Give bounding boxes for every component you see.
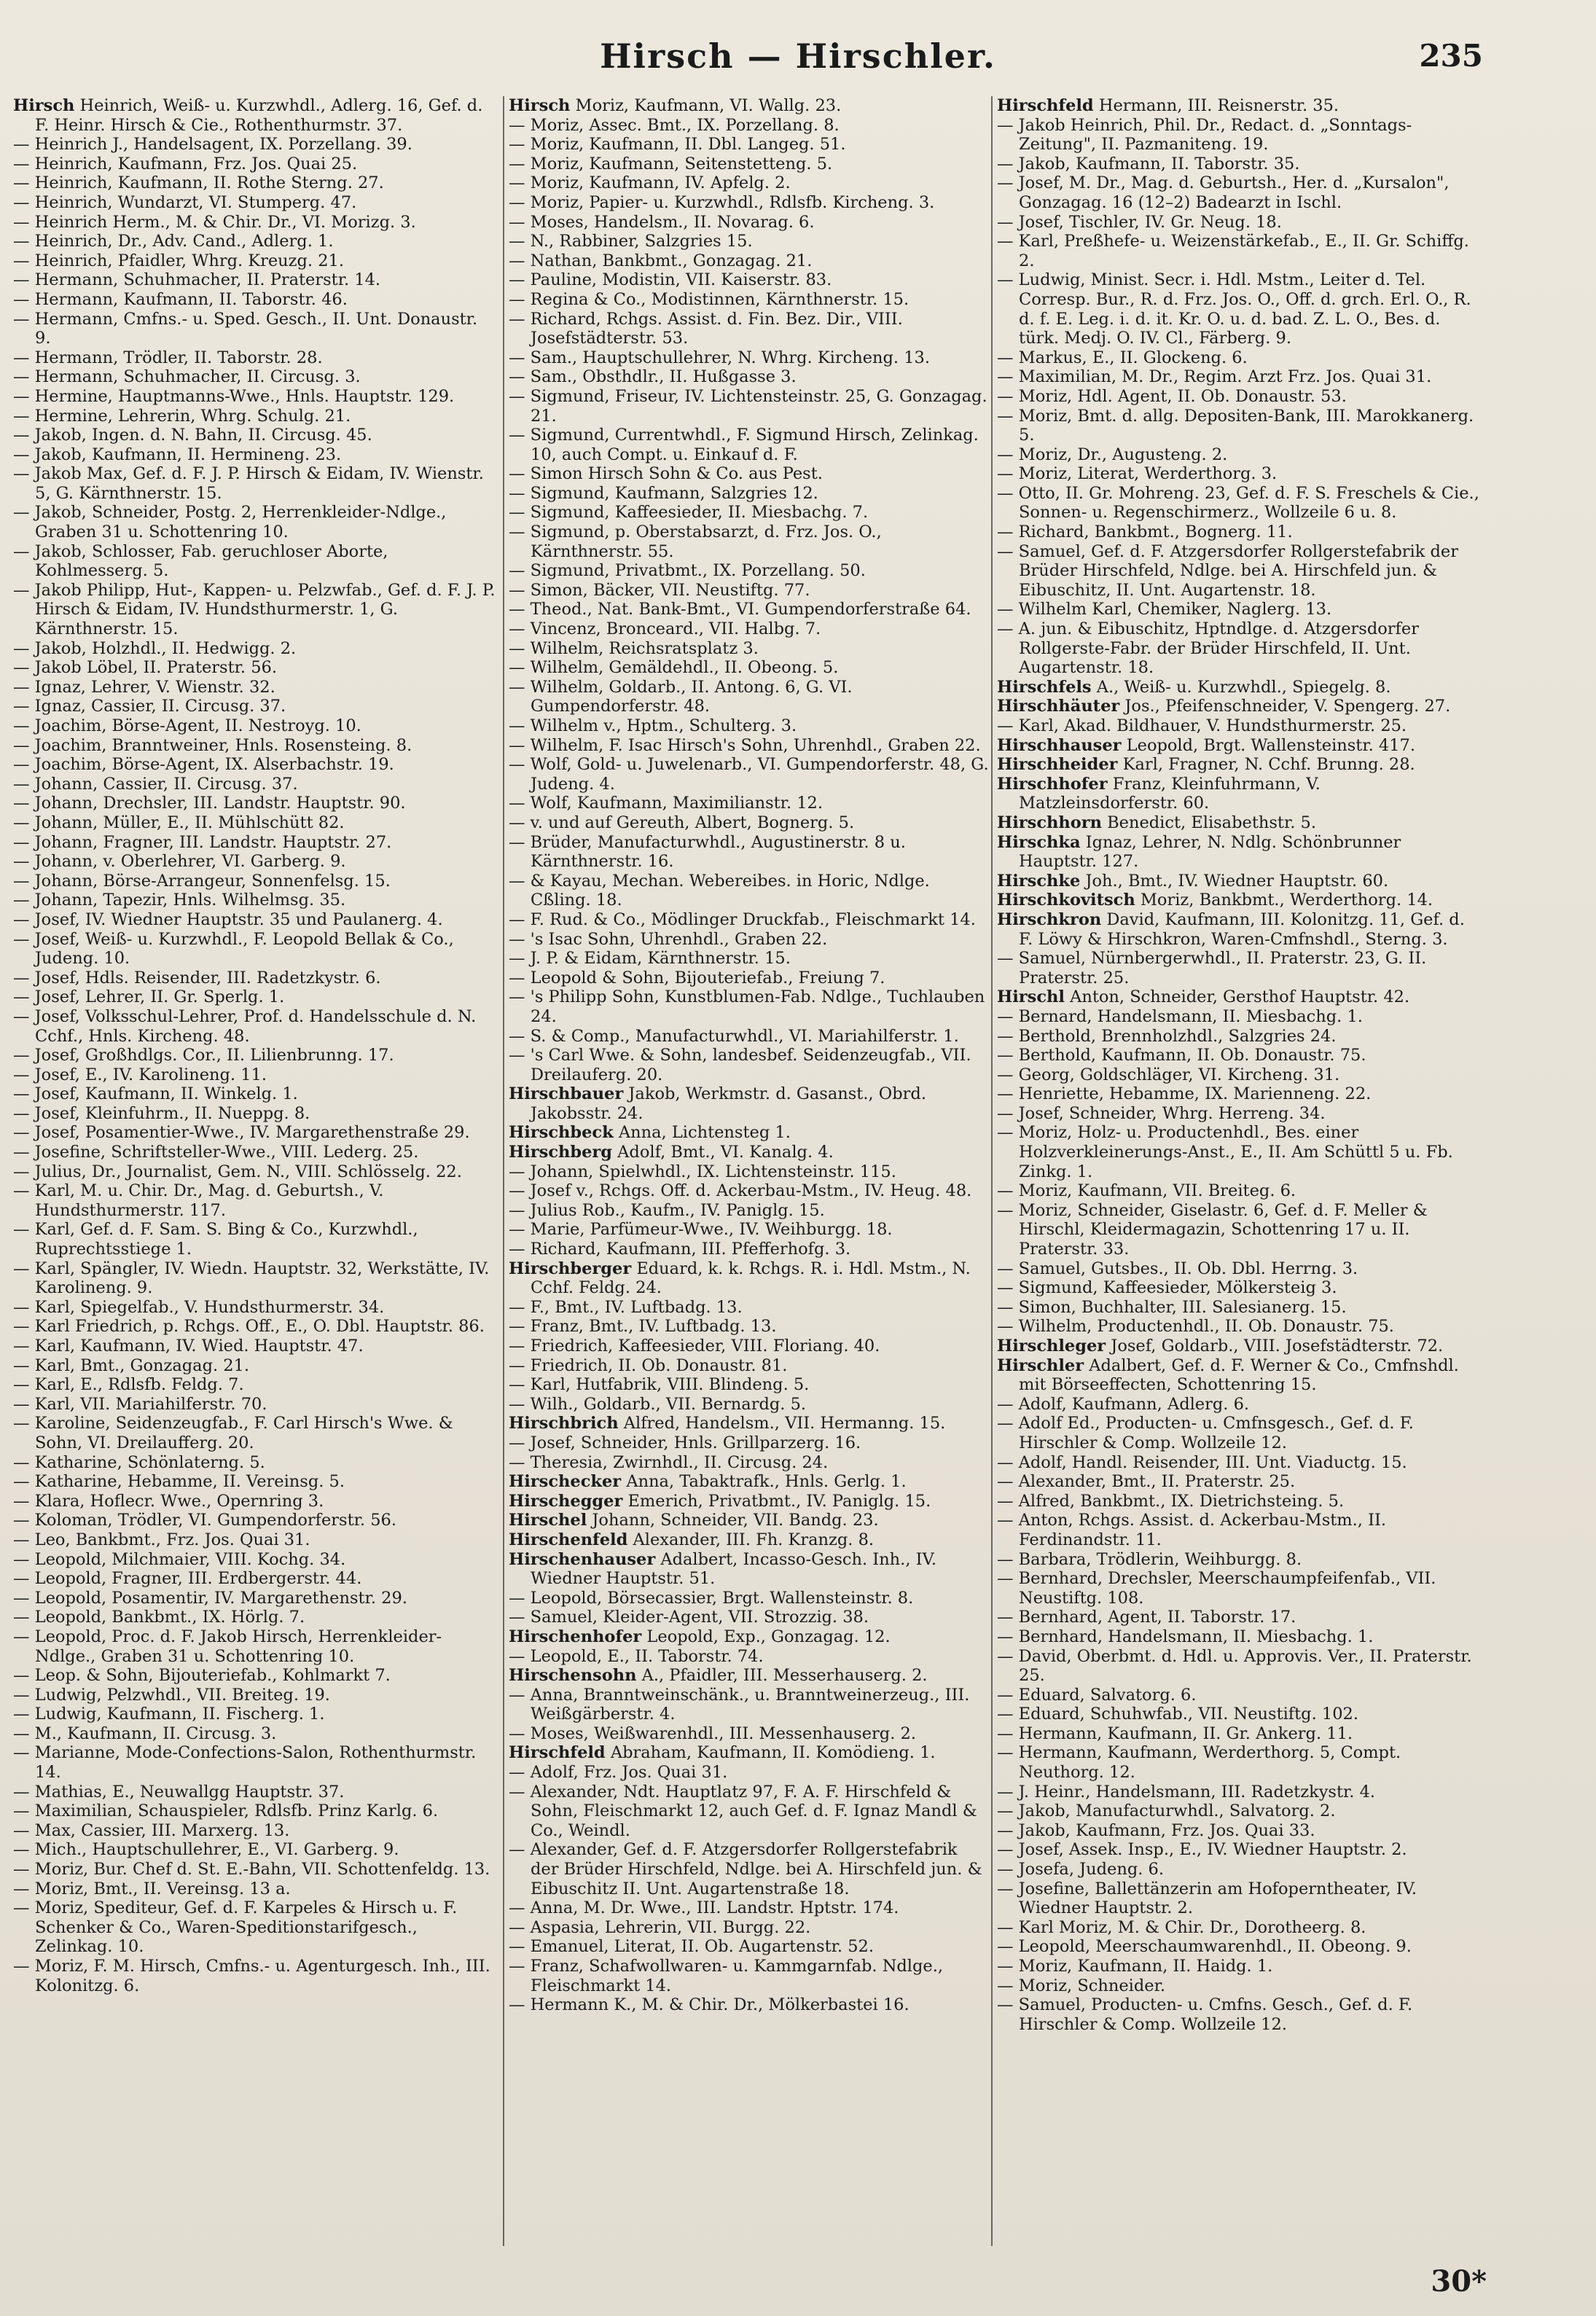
- directory-entry: — Marianne, Mode-Confections-Salon, Rothenthurmstr. 14.: [13, 1743, 477, 1783]
- directory-entry: — Karl, Bmt., Gonzagag. 21.: [13, 1355, 250, 1375]
- directory-entry: — Bernhard, Handelsmann, II. Miesbachg. 1.: [997, 1627, 1374, 1646]
- directory-entry: — Leo, Bankbmt., Frz. Jos. Quai 31.: [13, 1530, 310, 1549]
- directory-entry: — Johann, Müller, E., II. Mühlschütt 82.: [13, 813, 345, 832]
- directory-entry: — Koloman, Trödler, VI. Gumpendorferstr. 56.: [13, 1511, 397, 1530]
- directory-entry: — Josef, Schneider, Hnls. Grillparzerg. 16.: [509, 1433, 861, 1452]
- directory-entry: — Leopold, E., II. Taborstr. 74.: [509, 1646, 764, 1666]
- directory-entry: — Heinrich J., Handelsagent, IX. Porzellang. 39.: [13, 135, 412, 154]
- directory-entry: Hirschecker Anna, Tabaktrafk., Hnls. Gerlg. 1.: [509, 1472, 907, 1492]
- directory-entry: — Berthold, Brennholzhdl., Salzgries 24.: [997, 1026, 1337, 1046]
- directory-entry: — Jakob, Ingen. d. N. Bahn, II. Circusg. 45.: [13, 426, 372, 445]
- directory-entry: — Klara, Hoflecr. Wwe., Opernring 3.: [13, 1491, 324, 1511]
- directory-entry: — Maximilian, M. Dr., Regim. Arzt Frz. Jos. Quai 31.: [997, 367, 1432, 387]
- directory-entry: — Wilhelm v., Hptm., Schulterg. 3.: [509, 716, 797, 735]
- directory-entry: — Bernhard, Drechsler, Meerschaumpfeifenfab., VII. Neustiftg. 108.: [997, 1569, 1436, 1608]
- directory-entry: — Bernard, Handelsmann, II. Miesbachg. 1.: [997, 1006, 1363, 1026]
- directory-entry: — Moriz, Kaufmann, Seitenstetteng. 5.: [509, 154, 833, 173]
- directory-entry: — Moriz, Bur. Chef d. St. E.-Bahn, VII. Schottenfeldg. 13.: [13, 1860, 490, 1879]
- directory-entry: — Samuel, Nürnbergerwhdl., II. Praterstr. 23, G. II. Praterstr. 25.: [997, 949, 1427, 987]
- directory-entry: — F., Bmt., IV. Luftbadg. 13.: [509, 1297, 743, 1317]
- directory-entry: — Karl, M. u. Chir. Dr., Mag. d. Geburtsh., V. Hundsthurmerstr. 117.: [13, 1181, 384, 1220]
- directory-entry: — Jakob, Holzhdl., II. Hedwigg. 2.: [13, 638, 297, 658]
- directory-entry: — Otto, II. Gr. Mohreng. 23, Gef. d. F. S. Freschels & Cie., Sonnen- u. Regenschirmerz., Wollzeile 6 u. 8.: [997, 483, 1479, 523]
- directory-entry: — Moriz, Literat, Werderthorg. 3.: [997, 464, 1278, 484]
- directory-entry: — Anna, Branntweinschänk., u. Branntweinerzeug., III. Weißgärberstr. 4.: [509, 1685, 970, 1724]
- directory-entry: — Leopold, Fragner, III. Erdbergerstr. 44.: [13, 1569, 362, 1589]
- directory-entry: — Richard, Rchgs. Assist. d. Fin. Bez. Dir., VIII. Josefstädterstr. 53.: [509, 309, 903, 348]
- directory-entry: — Johann, Cassier, II. Circusg. 37.: [13, 774, 298, 794]
- directory-entry: — Josef, Lehrer, II. Gr. Sperlg. 1.: [13, 987, 285, 1007]
- directory-entry: — Sigmund, Privatbmt., IX. Porzellang. 50.: [509, 561, 866, 581]
- directory-entry: — Johann, Fragner, III. Landstr. Hauptstr. 27.: [13, 832, 392, 852]
- directory-entry: — David, Oberbmt. d. Hdl. u. Approvis. Ver., II. Praterstr. 25.: [997, 1646, 1472, 1686]
- directory-entry: — Julius, Dr., Journalist, Gem. N., VIII. Schlösselg. 22.: [13, 1162, 462, 1181]
- directory-entry: Hirsch Moriz, Kaufmann, VI. Wallg. 23.: [509, 96, 842, 115]
- directory-entry: — Barbara, Trödlerin, Weihburgg. 8.: [997, 1549, 1302, 1569]
- directory-entry: — Karl, E., Rdlsfb. Feldg. 7.: [13, 1375, 244, 1395]
- directory-entry: — Josef v., Rchgs. Off. d. Ackerbau-Mstm., IV. Heug. 48.: [509, 1181, 972, 1201]
- page-header: [0, 32, 1596, 90]
- directory-entry: — Wilhelm Karl, Chemiker, Naglerg. 13.: [997, 600, 1332, 619]
- directory-entry: — Ludwig, Minist. Secr. i. Hdl. Mstm., Leiter d. Tel. Corresp. Bur., R. d. Frz. Jos. O., Off. d. grch. Erl. O., R. d. f. E. Leg. i. d. it. Kr. O. u. d. bad. Z. L. O., Bes. d. türk. Medj. O. IV. Cl., Färberg. 9.: [997, 270, 1471, 348]
- directory-entry: — Jakob, Schlosser, Fab. geruchloser Aborte, Kohlmesserg. 5.: [13, 541, 388, 581]
- directory-entry: — Adolf, Kaufmann, Adlerg. 6.: [997, 1394, 1250, 1414]
- directory-entry: Hirschhorn Benedict, Elisabethstr. 5.: [997, 813, 1316, 832]
- directory-entry: — Pauline, Modistin, VII. Kaiserstr. 83.: [509, 270, 832, 290]
- directory-entry: Hirschl Anton, Schneider, Gersthof Hauptstr. 42.: [997, 987, 1410, 1007]
- directory-entry: — Richard, Bankbmt., Bognerg. 11.: [997, 523, 1293, 542]
- directory-entry: — Eduard, Salvatorg. 6.: [997, 1685, 1197, 1705]
- directory-entry: — Sigmund, p. Oberstabsarzt, d. Frz. Jos. O., Kärnthnerstr. 55.: [509, 523, 882, 561]
- directory-entry: — Simon, Buchhalter, III. Salesianerg. 15.: [997, 1297, 1347, 1317]
- directory-entry: — M., Kaufmann, II. Circusg. 3.: [13, 1724, 277, 1743]
- directory-entry: — Johann, Börse-Arrangeur, Sonnenfelsg. 15.: [13, 871, 391, 891]
- directory-entry: — Ignaz, Cassier, II. Circusg. 37.: [13, 697, 286, 716]
- directory-entry: — Karl, Preßhefe- u. Weizenstärkefab., E., II. Gr. Schiffg. 2.: [997, 232, 1469, 270]
- directory-entry: Hirschkron David, Kaufmann, III. Kolonitzg. 11, Gef. d. F. Löwy & Hirschkron, Waren-Cmfnshdl., Sterng. 3.: [997, 909, 1465, 949]
- directory-entry: — Samuel, Gutsbes., II. Ob. Dbl. Herrng. 3.: [997, 1259, 1358, 1278]
- directory-entry: — Wilhelm, Gemäldehdl., II. Obeong. 5.: [509, 658, 839, 678]
- directory-entry: — Hermann, Kaufmann, II. Taborstr. 46.: [13, 289, 348, 309]
- directory-entry: Hirschka Ignaz, Lehrer, N. Ndlg. Schönbrunner Hauptstr. 127.: [997, 832, 1401, 872]
- directory-entry: Hirschhauser Leopold, Brgt. Wallensteinstr. 417.: [997, 735, 1416, 755]
- directory-entry: Hirschheider Karl, Fragner, N. Cchf. Brunng. 28.: [997, 755, 1415, 775]
- directory-entry: — Alfred, Bankbmt., IX. Dietrichsteing. 5.: [997, 1491, 1345, 1511]
- column-2: [509, 96, 990, 2268]
- directory-entry: — Sigmund, Kaffeesieder, Mölkersteig 3.: [997, 1278, 1337, 1298]
- directory-entry: — Franz, Bmt., IV. Luftbadg. 13.: [509, 1317, 777, 1337]
- directory-entry: — Katharine, Hebamme, II. Vereinsg. 5.: [13, 1472, 345, 1492]
- directory-entry: — J. P. & Eidam, Kärnthnerstr. 15.: [509, 949, 791, 969]
- directory-entry: — Moses, Handelsm., II. Novarag. 6.: [509, 212, 815, 232]
- directory-entry: — F. Rud. & Co., Mödlinger Druckfab., Fleischmarkt 14.: [509, 909, 976, 929]
- directory-entry: — Richard, Kaufmann, III. Pfefferhofg. 3.: [509, 1240, 851, 1259]
- directory-entry: — Ludwig, Pelzwhdl., VII. Breiteg. 19.: [13, 1685, 330, 1705]
- directory-entry: — Karl Moriz, M. & Chir. Dr., Dorotheerg. 8.: [997, 1917, 1366, 1937]
- directory-entry: — Max, Cassier, III. Marxerg. 13.: [13, 1820, 290, 1840]
- directory-entry: — Jakob Max, Gef. d. F. J. P. Hirsch & Eidam, IV. Wienstr. 5, G. Kärnthnerstr. 15.: [13, 464, 484, 503]
- signature-mark: 30*: [1431, 2264, 1487, 2299]
- directory-entry: — Wilhelm, Productenhdl., II. Ob. Donaustr. 75.: [997, 1317, 1394, 1337]
- directory-entry: — Josef, Hdls. Reisender, III. Radetzkystr. 6.: [13, 968, 381, 987]
- directory-entry: — & Kayau, Mechan. Webereibes. in Horic, Ndlge. Cßling. 18.: [509, 871, 930, 910]
- directory-entry: — Leopold, Bankbmt., IX. Hörlg. 7.: [13, 1608, 305, 1627]
- columns: [6, 96, 1485, 2268]
- directory-entry: — Moriz, Schneider.: [997, 1976, 1166, 1995]
- directory-entry: Hirschensohn A., Pfaidler, III. Messerhauserg. 2.: [509, 1666, 928, 1686]
- directory-entry: — Sigmund, Friseur, IV. Lichtensteinstr. 25, G. Gonzagag. 21.: [509, 386, 987, 426]
- directory-entry: — Sigmund, Currentwhdl., F. Sigmund Hirsch, Zelinkag. 10, auch Compt. u. Einkauf d. F.: [509, 426, 979, 464]
- directory-entry: — Georg, Goldschläger, VI. Kircheng. 31.: [997, 1065, 1340, 1084]
- directory-entry: — Josef, Kleinfuhrm., II. Nueppg. 8.: [13, 1103, 310, 1123]
- directory-entry: — Maximilian, Schauspieler, Rdlsfb. Prinz Karlg. 6.: [13, 1801, 439, 1821]
- directory-entry: — Moses, Weißwarenhdl., III. Messenhauserg. 2.: [509, 1724, 916, 1743]
- directory-entry: — Samuel, Gef. d. F. Atzgersdorfer Rollgerstefabrik der Brüder Hirschfeld, Ndlge. bei A. Hirschfeld jun. & Eibuschitz, II. Unt. Augartenstr. 18.: [997, 541, 1458, 600]
- directory-entry: Hirschhofer Franz, Kleinfuhrmann, V. Matzleinsdorferstr. 60.: [997, 774, 1321, 813]
- directory-entry: — Jakob, Manufacturwhdl., Salvatorg. 2.: [997, 1801, 1336, 1821]
- page-number: 235: [1419, 38, 1483, 74]
- directory-entry: — Anna, M. Dr. Wwe., III. Landstr. Hptstr. 174.: [509, 1898, 899, 1918]
- directory-entry: — Jakob Löbel, II. Praterstr. 56.: [13, 658, 277, 678]
- directory-entry: — Jakob, Kaufmann, Frz. Jos. Quai 33.: [997, 1820, 1315, 1840]
- directory-entry: — Theresia, Zwirnhdl., II. Circusg. 24.: [509, 1452, 829, 1472]
- directory-entry: — Jakob Heinrich, Phil. Dr., Redact. d. „Sonntags-Zeitung", II. Pazmaniteng. 19.: [997, 115, 1412, 154]
- column-3: [997, 96, 1482, 2268]
- directory-entry: — Theod., Nat. Bank-Bmt., VI. Gumpendorferstraße 64.: [509, 600, 971, 619]
- directory-entry: — A. jun. & Eibuschitz, Hptndlge. d. Atzgersdorfer Rollgerste-Fabr. der Brüder Hirschfeld, II. Unt. Augartenstr. 18.: [997, 619, 1419, 678]
- directory-entry: — Sam., Hauptschullehrer, N. Whrg. Kircheng. 13.: [509, 348, 931, 367]
- directory-entry: — Josef, Schneider, Whrg. Herreng. 34.: [997, 1103, 1326, 1123]
- directory-entry: — Joachim, Börse-Agent, IX. Alserbachstr. 19.: [13, 755, 394, 775]
- running-head: Hirsch — Hirschler.: [600, 36, 996, 76]
- directory-entry: — Alexander, Gef. d. F. Atzgersdorfer Rollgerstefabrik der Brüder Hirschfeld, Ndlge. bei A. Hirschfeld jun. & Eibuschitz II. Unt. Augartenstraße 18.: [509, 1840, 982, 1898]
- directory-entry: — Simon Hirsch Sohn & Co. aus Pest.: [509, 464, 823, 484]
- directory-entry: — N., Rabbiner, Salzgries 15.: [509, 232, 753, 251]
- directory-entry: — Heinrich Herm., M. & Chir. Dr., VI. Morizg. 3.: [13, 212, 416, 232]
- directory-entry: — Wilhelm, F. Isac Hirsch's Sohn, Uhrenhdl., Graben 22.: [509, 735, 981, 755]
- directory-entry: — Moriz, Bmt. d. allg. Depositen-Bank, III. Marokkanerg. 5.: [997, 406, 1474, 445]
- directory-entry: — Joachim, Branntweiner, Hnls. Rosensteing. 8.: [13, 735, 412, 755]
- directory-entry: — Josef, Kaufmann, II. Winkelg. 1.: [13, 1084, 298, 1104]
- directory-entry: — Adolf, Handl. Reisender, III. Unt. Viaductg. 15.: [997, 1452, 1407, 1472]
- directory-entry: — Wolf, Kaufmann, Maximilianstr. 12.: [509, 794, 824, 813]
- directory-entry: Hirschbeck Anna, Lichtensteg 1.: [509, 1123, 791, 1143]
- directory-entry: — Hermann K., M. & Chir. Dr., Mölkerbastei 16.: [509, 1995, 910, 2015]
- directory-entry: — Moriz, Kaufmann, II. Haidg. 1.: [997, 1957, 1273, 1976]
- directory-entry: — Emanuel, Literat, II. Ob. Augartenstr. 52.: [509, 1937, 874, 1957]
- directory-entry: — Sam., Obsthdlr., II. Hußgasse 3.: [509, 367, 797, 387]
- directory-entry: — Vincenz, Bronceard., VII. Halbg. 7.: [509, 619, 821, 639]
- directory-entry: — Josef, Volksschul-Lehrer, Prof. d. Handelsschule d. N. Cchf., Hnls. Kircheng. 48.: [13, 1006, 477, 1046]
- directory-entry: — Simon, Bäcker, VII. Neustiftg. 77.: [509, 580, 810, 600]
- directory-entry: — Henriette, Hebamme, IX. Marienneng. 22.: [997, 1084, 1372, 1104]
- directory-entry: — Josef, M. Dr., Mag. d. Geburtsh., Her. d. „Kursalon", Gonzagag. 16 (12–2) Badearzt in Ischl.: [997, 173, 1450, 212]
- directory-entry: — Wolf, Gold- u. Juwelenarb., VI. Gumpendorferstr. 48, G. Judeng. 4.: [509, 755, 989, 794]
- directory-entry: Hirschenhauser Adalbert, Incasso-Gesch. Inh., IV. Wiedner Hauptstr. 51.: [509, 1549, 936, 1589]
- directory-entry: — Moriz, Bmt., II. Vereinsg. 13 a.: [13, 1879, 291, 1898]
- directory-entry: — Bernhard, Agent, II. Taborstr. 17.: [997, 1608, 1296, 1627]
- directory-entry: — Samuel, Kleider-Agent, VII. Strozzig. 38.: [509, 1608, 869, 1627]
- directory-entry: — v. und auf Gereuth, Albert, Bognerg. 5.: [509, 813, 855, 832]
- directory-entry: — Samuel, Producten- u. Cmfns. Gesch., Gef. d. F. Hirschler & Comp. Wollzeile 12.: [997, 1995, 1413, 2034]
- directory-entry: — Moriz, Assec. Bmt., IX. Porzellang. 8.: [509, 115, 840, 135]
- directory-entry: — Sigmund, Kaffeesieder, II. Miesbachg. 7.: [509, 503, 869, 523]
- directory-entry: — Heinrich, Pfaidler, Whrg. Kreuzg. 21.: [13, 251, 344, 270]
- directory-entry: — Markus, E., II. Glockeng. 6.: [997, 348, 1248, 367]
- directory-entry: — Leopold, Börsecassier, Brgt. Wallensteinstr. 8.: [509, 1588, 914, 1608]
- directory-entry: — Josef, Tischler, IV. Gr. Neug. 18.: [997, 212, 1282, 232]
- directory-entry: Hirschke Joh., Bmt., IV. Wiedner Hauptstr. 60.: [997, 871, 1389, 891]
- directory-entry: — J. Heinr., Handelsmann, III. Radetzkystr. 4.: [997, 1782, 1376, 1801]
- directory-entry: — Alexander, Ndt. Hauptlatz 97, F. A. F. Hirschfeld & Sohn, Fleischmarkt 12, auch Gef. d. F. Ignaz Mandl & Co., Weindl.: [509, 1782, 977, 1840]
- directory-entry: — Heinrich, Kaufmann, Frz. Jos. Quai 25.: [13, 154, 358, 173]
- directory-entry: — Hermann, Schuhmacher, II. Circusg. 3.: [13, 367, 361, 387]
- directory-entry: — Marie, Parfümeur-Wwe., IV. Weihburgg. 18.: [509, 1220, 893, 1240]
- directory-entry: — Moriz, Hdl. Agent, II. Ob. Donaustr. 53.: [997, 386, 1347, 406]
- directory-entry: — Franz, Schafwollwaren- u. Kammgarnfab. Ndlge., Fleischmarkt 14.: [509, 1957, 944, 1995]
- directory-entry: — Karoline, Seidenzeugfab., F. Carl Hirsch's Wwe. & Sohn, VI. Dreilaufferg. 20.: [13, 1414, 453, 1452]
- directory-entry: — Josef, IV. Wiedner Hauptstr. 35 und Paulanerg. 4.: [13, 909, 443, 929]
- directory-entry: Hirschberg Adolf, Bmt., VI. Kanalg. 4.: [509, 1143, 834, 1162]
- directory-entry: — Johann, v. Oberlehrer, VI. Garberg. 9.: [13, 852, 346, 872]
- directory-entry: — Hermine, Hauptmanns-Wwe., Hnls. Hauptstr. 129.: [13, 386, 455, 406]
- directory-entry: — Friedrich, Kaffeesieder, VIII. Floriang. 40.: [509, 1337, 880, 1355]
- directory-entry: Hirschenhofer Leopold, Exp., Gonzagag. 12.: [509, 1627, 891, 1646]
- directory-entry: — Anton, Rchgs. Assist. d. Ackerbau-Mstm., II. Ferdinandstr. 11.: [997, 1511, 1387, 1549]
- directory-entry: — Hermine, Lehrerin, Whrg. Schulg. 21.: [13, 406, 351, 426]
- directory-entry: — Karl, Hutfabrik, VIII. Blindeng. 5.: [509, 1375, 810, 1395]
- directory-entry: — Johann, Drechsler, III. Landstr. Hauptstr. 90.: [13, 794, 406, 813]
- directory-entry: — Karl Friedrich, p. Rchgs. Off., E., O. Dbl. Hauptstr. 86.: [13, 1317, 485, 1337]
- directory-entry: Hirschberger Eduard, k. k. Rchgs. R. i. Hdl. Mstm., N. Cchf. Feldg. 24.: [509, 1259, 971, 1298]
- directory-entry: Hirschbrich Alfred, Handelsm., VII. Hermanng. 15.: [509, 1414, 946, 1433]
- column-1: [13, 96, 498, 2268]
- directory-entry: Hirschegger Emerich, Privatbmt., IV. Paniglg. 15.: [509, 1491, 931, 1511]
- directory-entry: — Hermann, Kaufmann, II. Gr. Ankerg. 11.: [997, 1724, 1353, 1743]
- directory-entry: Hirschleger Josef, Goldarb., VIII. Josefstädterstr. 72.: [997, 1337, 1444, 1355]
- directory-entry: — Brüder, Manufacturwhdl., Augustinerstr. 8 u. Kärnthnerstr. 16.: [509, 832, 906, 872]
- directory-entry: — Moriz, Kaufmann, II. Dbl. Langeg. 51.: [509, 135, 846, 154]
- directory-entry: — Moriz, Holz- u. Productenhdl., Bes. einer Holzverkleinerungs-Anst., E., II. Am Schüttl 5 u. Fb. Zinkg. 1.: [997, 1123, 1453, 1181]
- directory-entry: — Hermann, Schuhmacher, II. Praterstr. 14.: [13, 270, 381, 290]
- directory-entry: — Moriz, Papier- u. Kurzwhdl., Rdlsfb. Kircheng. 3.: [509, 192, 935, 212]
- directory-entry: — Josef, Assek. Insp., E., IV. Wiedner Hauptstr. 2.: [997, 1840, 1407, 1860]
- directory-entry: — S. & Comp., Manufacturwhdl., VI. Mariahilferstr. 1.: [509, 1026, 959, 1046]
- directory-entry: — Moriz, Kaufmann, IV. Apfelg. 2.: [509, 173, 791, 193]
- directory-entry: — Jakob, Kaufmann, II. Taborstr. 35.: [997, 154, 1300, 173]
- directory-entry: — Heinrich, Kaufmann, II. Rothe Sterng. 27.: [13, 173, 384, 193]
- directory-entry: — Nathan, Bankbmt., Gonzagag. 21.: [509, 251, 813, 270]
- directory-entry: — 's Carl Wwe. & Sohn, landesbef. Seidenzeugfab., VII. Dreilauferg. 20.: [509, 1046, 971, 1084]
- directory-entry: — Karl, Akad. Bildhauer, V. Hundsthurmerstr. 25.: [997, 716, 1407, 735]
- directory-entry: — Regina & Co., Modistinnen, Kärnthnerstr. 15.: [509, 289, 910, 309]
- directory-entry: — Hermann, Kaufmann, Werderthorg. 5, Compt. Neuthorg. 12.: [997, 1743, 1401, 1783]
- directory-entry: — Johann, Tapezir, Hnls. Wilhelmsg. 35.: [13, 891, 346, 910]
- directory-entry: — Friedrich, II. Ob. Donaustr. 81.: [509, 1355, 788, 1375]
- directory-entry: — Heinrich, Dr., Adv. Cand., Adlerg. 1.: [13, 232, 334, 251]
- directory-entry: — Leopold & Sohn, Bijouteriefab., Freiung 7.: [509, 968, 885, 987]
- directory-entry: — Wilh., Goldarb., VII. Bernardg. 5.: [509, 1394, 807, 1414]
- directory-entry: — Josefine, Schriftsteller-Wwe., VIII. Lederg. 25.: [13, 1143, 419, 1162]
- directory-entry: — Leopold, Milchmaier, VIII. Kochg. 34.: [13, 1549, 346, 1569]
- directory-entry: — Mich., Hauptschullehrer, E., VI. Garberg. 9.: [13, 1840, 399, 1860]
- directory-entry: — Adolf Ed., Producten- u. Cmfnsgesch., Gef. d. F. Hirschler & Comp. Wollzeile 12.: [997, 1414, 1414, 1452]
- directory-entry: — Karl, Spängler, IV. Wiedn. Hauptstr. 32, Werkstätte, IV. Karolineng. 9.: [13, 1259, 490, 1298]
- directory-entry: Hirschel Johann, Schneider, VII. Bandg. 23.: [509, 1511, 879, 1530]
- directory-entry: Hirschhäuter Jos., Pfeifenschneider, V. Spengerg. 27.: [997, 697, 1451, 716]
- directory-entry: — Josefa, Judeng. 6.: [997, 1860, 1165, 1879]
- directory-entry: — 's Philipp Sohn, Kunstblumen-Fab. Ndlge., Tuchlauben 24.: [509, 987, 985, 1026]
- directory-entry: — Karl, VII. Mariahilferstr. 70.: [13, 1394, 267, 1414]
- directory-entry: — Wilhelm, Goldarb., II. Antong. 6, G. VI. Gumpendorferstr. 48.: [509, 677, 853, 716]
- directory-entry: — Ludwig, Kaufmann, II. Fischerg. 1.: [13, 1705, 325, 1724]
- directory-entry: — Aspasia, Lehrerin, VII. Burgg. 22.: [509, 1917, 811, 1937]
- directory-entry: — Alexander, Bmt., II. Praterstr. 25.: [997, 1472, 1296, 1492]
- directory-entry: — Sigmund, Kaufmann, Salzgries 12.: [509, 483, 818, 503]
- directory-entry: — Jakob Philipp, Hut-, Kappen- u. Pelzwfab., Gef. d. F. J. P. Hirsch & Eidam, IV. Hundsthurmerstr. 1, G. Kärnthnerstr. 15.: [13, 580, 496, 639]
- directory-entry: — Josefine, Ballettänzerin am Hofoperntheater, IV. Wiedner Hauptstr. 2.: [997, 1879, 1417, 1918]
- directory-entry: — Heinrich, Wundarzt, VI. Stumperg. 47.: [13, 192, 357, 212]
- directory-entry: — Julius Rob., Kaufm., IV. Paniglg. 15.: [509, 1200, 825, 1220]
- directory-entry: — Leop. & Sohn, Bijouteriefab., Kohlmarkt 7.: [13, 1666, 391, 1686]
- directory-entry: Hirsch Heinrich, Weiß- u. Kurzwhdl., Adlerg. 16, Gef. d. F. Heinr. Hirsch & Cie., Rothenthurmstr. 37.: [13, 96, 483, 135]
- directory-entry: Hirschbauer Jakob, Werkmstr. d. Gasanst., Obrd. Jakobsstr. 24.: [509, 1084, 926, 1123]
- directory-entry: — Josef, Weiß- u. Kurzwhdl., F. Leopold Bellak & Co., Judeng. 10.: [13, 929, 454, 969]
- directory-entry: — Jakob, Schneider, Postg. 2, Herrenkleider-Ndlge., Graben 31 u. Schottenring 10.: [13, 503, 447, 542]
- directory-entry: Hirschfels A., Weiß- u. Kurzwhdl., Spiegelg. 8.: [997, 677, 1391, 697]
- directory-entry: — Leopold, Meerschaumwarenhdl., II. Obeong. 9.: [997, 1937, 1412, 1957]
- directory-entry: — Leopold, Proc. d. F. Jakob Hirsch, Herrenkleider-Ndlge., Graben 31 u. Schottenring 10.: [13, 1627, 442, 1666]
- directory-entry: — Katharine, Schönlaterng. 5.: [13, 1452, 265, 1472]
- directory-entry: — Josef, E., IV. Karolineng. 11.: [13, 1065, 267, 1084]
- directory-entry: — Moriz, F. M. Hirsch, Cmfns.- u. Agenturgesch. Inh., III. Kolonitzg. 6.: [13, 1957, 490, 1995]
- directory-entry: — Berthold, Kaufmann, II. Ob. Donaustr. 75.: [997, 1046, 1366, 1065]
- directory-entry: Hirschler Adalbert, Gef. d. F. Werner & Co., Cmfnshdl. mit Börseeffecten, Schottenring 15.: [997, 1355, 1459, 1395]
- directory-entry: — Joachim, Börse-Agent, II. Nestroyg. 10.: [13, 716, 361, 735]
- directory-entry: — Karl, Spiegelfab., V. Hundsthurmerstr. 34.: [13, 1297, 385, 1317]
- directory-entry: — Hermann, Cmfns.- u. Sped. Gesch., II. Unt. Donaustr. 9.: [13, 309, 478, 348]
- directory-entry: — Karl, Kaufmann, IV. Wied. Hauptstr. 47.: [13, 1337, 364, 1355]
- directory-entry: — Jakob, Kaufmann, II. Hermineng. 23.: [13, 445, 342, 464]
- directory-entry: — Leopold, Posamentir, IV. Margarethenstr. 29.: [13, 1588, 407, 1608]
- directory-entry: Hirschenfeld Alexander, III. Fh. Kranzg. 8.: [509, 1530, 875, 1549]
- directory-entry: — Josef, Großhdlgs. Cor., II. Lilienbrunng. 17.: [13, 1046, 394, 1065]
- directory-entry: — Moriz, Dr., Augusteng. 2.: [997, 445, 1228, 464]
- directory-entry: — Moriz, Schneider, Giselastr. 6, Gef. d. F. Meller & Hirschl, Kleidermagazin, Schottenring 17 u. II. Praterstr. 33.: [997, 1200, 1428, 1259]
- directory-entry: Hirschfeld Abraham, Kaufmann, II. Komödieng. 1.: [509, 1743, 936, 1763]
- directory-entry: — Josef, Posamentier-Wwe., IV. Margarethenstraße 29.: [13, 1123, 470, 1143]
- directory-entry: — Eduard, Schuhwfab., VII. Neustiftg. 102.: [997, 1705, 1358, 1724]
- directory-entry: — Hermann, Trödler, II. Taborstr. 28.: [13, 348, 323, 367]
- directory-entry: — Karl, Gef. d. F. Sam. S. Bing & Co., Kurzwhdl., Ruprechtsstiege 1.: [13, 1220, 418, 1259]
- directory-entry: Hirschkovitsch Moriz, Bankbmt., Werderthorg. 14.: [997, 891, 1433, 910]
- directory-entry: — 's Isac Sohn, Uhrenhdl., Graben 22.: [509, 929, 828, 949]
- directory-entry: — Moriz, Kaufmann, VII. Breiteg. 6.: [997, 1181, 1296, 1201]
- directory-entry: — Mathias, E., Neuwallgg Hauptstr. 37.: [13, 1782, 345, 1801]
- directory-entry: — Adolf, Frz. Jos. Quai 31.: [509, 1763, 728, 1783]
- directory-entry: — Johann, Spielwhdl., IX. Lichtensteinstr. 115.: [509, 1162, 896, 1181]
- directory-entry: — Ignaz, Lehrer, V. Wienstr. 32.: [13, 677, 275, 697]
- directory-entry: Hirschfeld Hermann, III. Reisnerstr. 35.: [997, 96, 1339, 115]
- directory-entry: — Wilhelm, Reichsratsplatz 3.: [509, 638, 759, 658]
- directory-entry: — Moriz, Spediteur, Gef. d. F. Karpeles & Hirsch u. F. Schenker & Co., Waren-Speditionstarifgesch., Zelinkag. 10.: [13, 1898, 458, 1957]
